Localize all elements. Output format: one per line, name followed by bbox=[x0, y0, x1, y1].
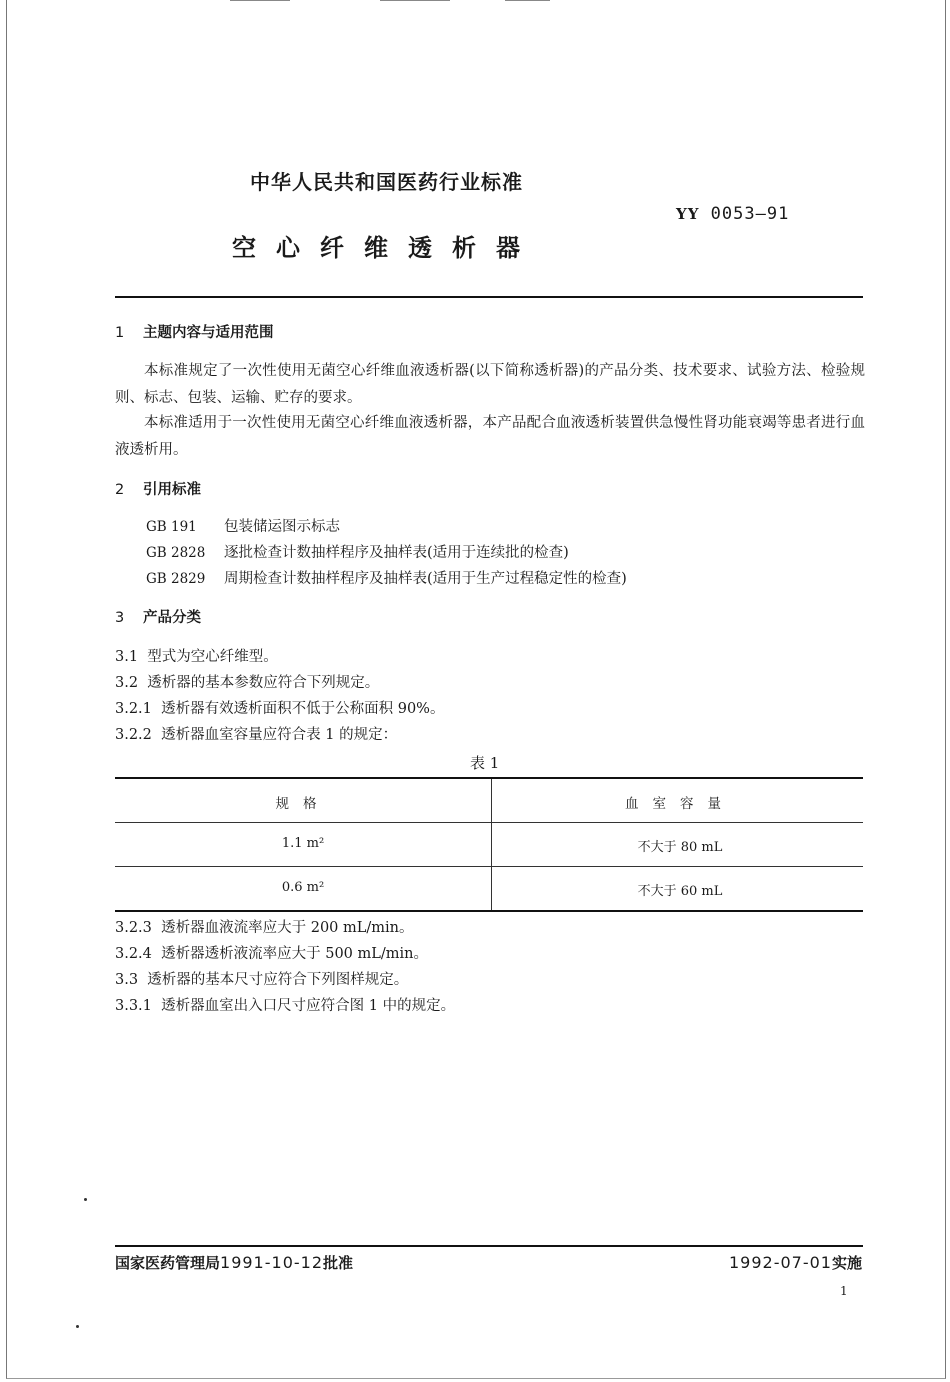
reference-title: 包装储运图示标志 bbox=[224, 519, 340, 535]
clause-3-2-4 bbox=[115, 944, 428, 964]
scan-mark-top bbox=[505, 0, 550, 1]
table-row-rule bbox=[115, 866, 863, 867]
reference-item bbox=[146, 569, 627, 589]
clause-number: 3.2.2 bbox=[115, 727, 152, 743]
section-1-heading bbox=[115, 323, 274, 343]
clause-3-1 bbox=[115, 647, 278, 667]
section-number: 1 bbox=[115, 325, 125, 341]
reference-item bbox=[146, 517, 340, 537]
table-top-rule bbox=[115, 777, 863, 779]
clause-text: 透析器血液流率应大于 200 mL/min。 bbox=[161, 920, 414, 936]
clause-3-2 bbox=[115, 673, 379, 693]
approval-label: 批准 bbox=[323, 1254, 354, 1272]
approval-date: 1991-10-12 bbox=[220, 1253, 323, 1272]
clause-text: 透析器透析液流率应大于 500 mL/min。 bbox=[161, 946, 429, 962]
clause-number: 3.2.1 bbox=[115, 701, 152, 717]
clause-number: 3.2.3 bbox=[115, 920, 152, 936]
clause-number: 3.3.1 bbox=[115, 998, 152, 1014]
reference-title: 逐批检查计数抽样程序及抽样表(适用于连续批的检查) bbox=[224, 545, 569, 561]
section-1-paragraph-2: 本标准适用于一次性使用无菌空心纤维血液透析器，本产品配合血液透析装置供急慢性肾功能衰竭等患者进行血液透析用。 bbox=[115, 415, 865, 458]
effective-label: 实施 bbox=[831, 1254, 862, 1272]
table-header-volume: 血室容量 bbox=[625, 796, 735, 812]
scan-mark-top bbox=[380, 0, 450, 1]
clause-3-3-1 bbox=[115, 996, 455, 1016]
clause-number: 3.3 bbox=[115, 972, 139, 988]
section-number: 2 bbox=[115, 482, 125, 498]
section-2-heading bbox=[115, 480, 201, 500]
reference-code: GB 191 bbox=[146, 519, 197, 535]
clause-text: 透析器血室容量应符合表 1 的规定： bbox=[161, 727, 398, 743]
standard-code-prefix: YY bbox=[676, 205, 700, 223]
table-cell-volume: 不大于 60 mL bbox=[637, 884, 723, 899]
table-cell-volume: 不大于 80 mL bbox=[637, 840, 723, 855]
table-header-spec: 规格 bbox=[275, 796, 331, 812]
table-cell-spec: 0.6 m² bbox=[281, 880, 325, 895]
clause-text: 透析器的基本参数应符合下列规定。 bbox=[147, 675, 380, 691]
clause-text: 透析器血室出入口尺寸应符合图 1 中的规定。 bbox=[161, 998, 456, 1014]
section-number: 3 bbox=[115, 610, 125, 626]
clause-3-2-3 bbox=[115, 918, 414, 938]
section-title: 产品分类 bbox=[143, 610, 201, 626]
section-title: 引用标准 bbox=[143, 482, 201, 498]
table-header-rule bbox=[115, 822, 863, 823]
header-divider bbox=[115, 296, 863, 298]
effective-date: 1992-07-01 bbox=[729, 1253, 832, 1272]
approval-line bbox=[115, 1252, 353, 1273]
clause-3-2-1 bbox=[115, 699, 444, 719]
standard-code-number: 0053—91 bbox=[710, 204, 790, 224]
clause-text: 透析器的基本尺寸应符合下列图样规定。 bbox=[147, 972, 409, 988]
scan-speck bbox=[76, 1325, 79, 1328]
table-bottom-rule bbox=[115, 910, 863, 912]
scan-mark-top bbox=[230, 0, 290, 1]
effective-line bbox=[729, 1252, 862, 1273]
reference-item bbox=[146, 543, 569, 563]
section-1-paragraph-1: 本标准规定了一次性使用无菌空心纤维血液透析器(以下简称透析器)的产品分类、技术要求、试验方法、检验规则、标志、包装、运输、贮存的要求。 bbox=[115, 363, 865, 406]
section-3-heading bbox=[115, 608, 201, 628]
approving-authority: 国家医药管理局 bbox=[115, 1254, 221, 1272]
standard-code bbox=[676, 204, 789, 224]
section-title: 主题内容与适用范围 bbox=[143, 325, 274, 341]
scan-speck bbox=[84, 1198, 87, 1201]
table-caption: 表 1 bbox=[470, 754, 500, 772]
table-cell-spec: 1.1 m² bbox=[281, 836, 325, 851]
clause-number: 3.1 bbox=[115, 649, 139, 665]
clause-text: 型式为空心纤维型。 bbox=[147, 649, 278, 665]
page-number: 1 bbox=[840, 1284, 848, 1298]
document-title: 空心纤维透析器 bbox=[232, 234, 540, 262]
clause-number: 3.2.4 bbox=[115, 946, 152, 962]
clause-text: 透析器有效透析面积不低于公称面积 90%。 bbox=[161, 701, 445, 717]
footer-divider bbox=[115, 1245, 863, 1247]
reference-code: GB 2829 bbox=[146, 571, 206, 587]
clause-3-3 bbox=[115, 970, 408, 990]
reference-code: GB 2828 bbox=[146, 545, 206, 561]
reference-title: 周期检查计数抽样程序及抽样表(适用于生产过程稳定性的检查) bbox=[224, 571, 627, 587]
clause-3-2-2 bbox=[115, 725, 397, 745]
issuing-organization: 中华人民共和国医药行业标准 bbox=[250, 170, 523, 194]
clause-number: 3.2 bbox=[115, 675, 139, 691]
